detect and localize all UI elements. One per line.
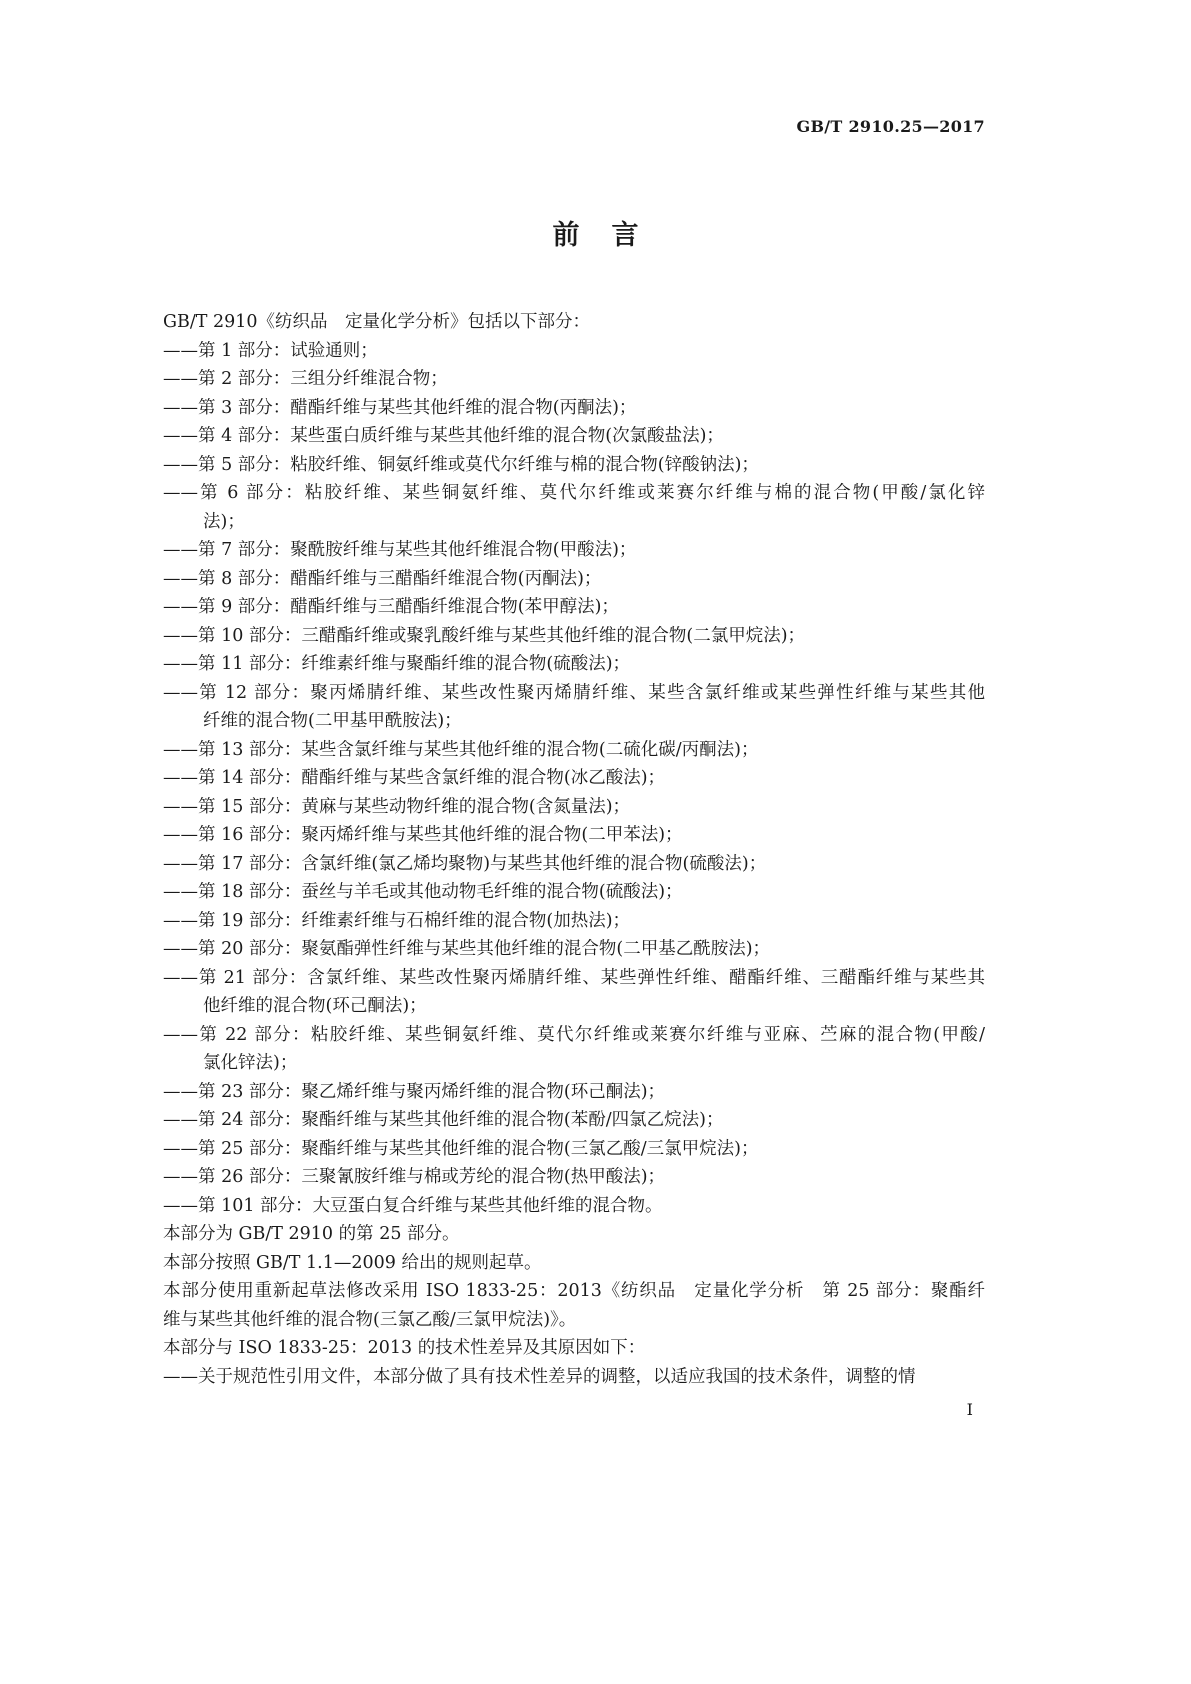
part-list-item <box>163 479 985 536</box>
part-list-item-line: ——第 4 部分：某些蛋白质纤维与某些其他纤维的混合物(次氯酸盐法)； <box>163 426 724 446</box>
part-list-item-line: 氯化锌法)； <box>203 1053 298 1073</box>
part-list-item-line: ——第 19 部分：纤维素纤维与石棉纤维的混合物(加热法)； <box>163 910 631 931</box>
part-list-item <box>163 1078 985 1107</box>
part-list-item-line: ——第 8 部分：醋酯纤维与三醋酯纤维混合物(丙酮法)； <box>163 568 602 589</box>
part-list-item <box>163 622 985 651</box>
part-list-item-line: 纤维的混合物(二甲基甲酰胺法)； <box>203 711 462 731</box>
paragraph <box>163 1363 985 1392</box>
paragraphs <box>163 1220 985 1391</box>
part-list-item-line: ——第 10 部分：三醋酯纤维或聚乳酸纤维与某些其他纤维的混合物(二氯甲烷法)； <box>163 625 806 646</box>
part-list-item-line: ——第 2 部分：三组分纤维混合物； <box>163 369 448 389</box>
title-char: 前 <box>552 220 580 251</box>
part-list-item-line: 他纤维的混合物(环己酮法)； <box>203 996 427 1016</box>
paragraph-line: 本部分使用重新起草法修改采用 ISO 1833-25：2013《纺织品 定量化学分析 第 25 部分：聚酯纤 <box>163 1281 985 1301</box>
part-list-item <box>163 764 985 793</box>
part-list-item-line: ——第 24 部分：聚酯纤维与某些其他纤维的混合物(苯酚/四氯乙烷法)； <box>163 1110 724 1130</box>
paragraph-line: 本部分按照 GB/T 1.1—2009 给出的规则起草。 <box>163 1252 542 1273</box>
paragraph-line: 维与某些其他纤维的混合物(三氯乙酸/三氯甲烷法)》。 <box>163 1309 577 1330</box>
paragraph <box>163 1249 985 1278</box>
paragraph-line: ——关于规范性引用文件，本部分做了具有技术性差异的调整，以适应我国的技术条件，调整的情 <box>163 1366 916 1387</box>
part-list-item-line: ——第 11 部分：纤维素纤维与聚酯纤维的混合物(硫酸法)； <box>163 654 631 674</box>
paragraph <box>163 1277 985 1334</box>
part-list-item <box>163 650 985 679</box>
part-list-item-line: ——第 17 部分：含氯纤维(氯乙烯均聚物)与某些其他纤维的混合物(硫酸法)； <box>163 853 767 874</box>
part-list-item <box>163 679 985 736</box>
part-list-item <box>163 1021 985 1078</box>
part-list-item-line: ——第 7 部分：聚酰胺纤维与某些其他纤维混合物(甲酸法)； <box>163 540 637 560</box>
part-list-item-line: ——第 25 部分：聚酯纤维与某些其他纤维的混合物(三氯乙酸/三氯甲烷法)； <box>163 1138 759 1159</box>
part-list-item <box>163 821 985 850</box>
part-list-item <box>163 878 985 907</box>
part-list-item-line: ——第 22 部分：粘胶纤维、某些铜氨纤维、莫代尔纤维或莱赛尔纤维与亚麻、苎麻的混合物(甲酸/ <box>163 1024 985 1045</box>
part-list-item <box>163 593 985 622</box>
part-list-item-line: ——第 20 部分：聚氨酯弹性纤维与某些其他纤维的混合物(二甲基乙酰胺法)； <box>163 939 771 959</box>
part-list-item <box>163 536 985 565</box>
part-list-item-line: ——第 18 部分：蚕丝与羊毛或其他动物毛纤维的混合物(硫酸法)； <box>163 882 683 902</box>
parts-list <box>163 337 985 1221</box>
part-list-item <box>163 793 985 822</box>
part-list-item <box>163 565 985 594</box>
paragraph <box>163 1220 985 1249</box>
part-list-item <box>163 451 985 480</box>
part-list-item-line: ——第 15 部分：黄麻与某些动物纤维的混合物(含氮量法)； <box>163 796 631 817</box>
part-list-item-line: ——第 16 部分：聚丙烯纤维与某些其他纤维的混合物(二甲苯法)； <box>163 825 683 845</box>
title-char: 言 <box>611 220 639 251</box>
part-list-item-line: ——第 5 部分：粘胶纤维、铜氨纤维或莫代尔纤维与棉的混合物(锌酸钠法)； <box>163 454 759 475</box>
part-list-item <box>163 422 985 451</box>
part-list-item <box>163 850 985 879</box>
part-list-item-line: ——第 101 部分：大豆蛋白复合纤维与某些其他纤维的混合物。 <box>163 1195 663 1216</box>
part-list-item <box>163 736 985 765</box>
part-list-item-line: ——第 23 部分：聚乙烯纤维与聚丙烯纤维的混合物(环己酮法)； <box>163 1081 666 1102</box>
part-list-item <box>163 394 985 423</box>
page-title <box>0 213 1191 252</box>
intro-paragraph: GB/T 2910《纺织品 定量化学分析》包括以下部分： <box>163 312 591 332</box>
part-list-item-line: ——第 13 部分：某些含氯纤维与某些其他纤维的混合物(二硫化碳/丙酮法)； <box>163 739 759 760</box>
part-list-item-line: ——第 6 部分：粘胶纤维、某些铜氨纤维、莫代尔纤维或莱赛尔纤维与棉的混合物(甲酸/氯化锌 <box>163 483 985 503</box>
page-number: I <box>966 1400 973 1419</box>
part-list-item-line: ——第 14 部分：醋酯纤维与某些含氯纤维的混合物(冰乙酸法)； <box>163 768 666 788</box>
part-list-item <box>163 907 985 936</box>
part-list-item <box>163 365 985 394</box>
part-list-item-line: ——第 1 部分：试验通则； <box>163 340 378 361</box>
part-list-item <box>163 1192 985 1221</box>
part-list-item-line: ——第 3 部分：醋酯纤维与某些其他纤维的混合物(丙酮法)； <box>163 397 637 418</box>
standard-number-header: GB/T 2910.25—2017 <box>796 117 985 136</box>
part-list-item <box>163 935 985 964</box>
part-list-item-line: 法)； <box>203 511 245 532</box>
part-list-item <box>163 1163 985 1192</box>
part-list-item-line: ——第 26 部分：三聚氰胺纤维与棉或芳纶的混合物(热甲酸法)； <box>163 1167 666 1187</box>
part-list-item-line: ——第 9 部分：醋酯纤维与三醋酯纤维混合物(苯甲醇法)； <box>163 597 619 617</box>
part-list-item <box>163 1135 985 1164</box>
paragraph-line: 本部分与 ISO 1833-25：2013 的技术性差异及其原因如下： <box>163 1338 646 1358</box>
part-list-item <box>163 337 985 366</box>
part-list-item <box>163 1106 985 1135</box>
part-list-item-line: ——第 21 部分：含氯纤维、某些改性聚丙烯腈纤维、某些弹性纤维、醋酯纤维、三醋酯纤维与某些其 <box>163 967 985 988</box>
part-list-item <box>163 964 985 1021</box>
part-list-item-line: ——第 12 部分：聚丙烯腈纤维、某些改性聚丙烯腈纤维、某些含氯纤维或某些弹性纤维与某些其他 <box>163 682 985 703</box>
paragraph-line: 本部分为 GB/T 2910 的第 25 部分。 <box>163 1224 460 1244</box>
paragraph <box>163 1334 985 1363</box>
document-body <box>163 308 985 1391</box>
